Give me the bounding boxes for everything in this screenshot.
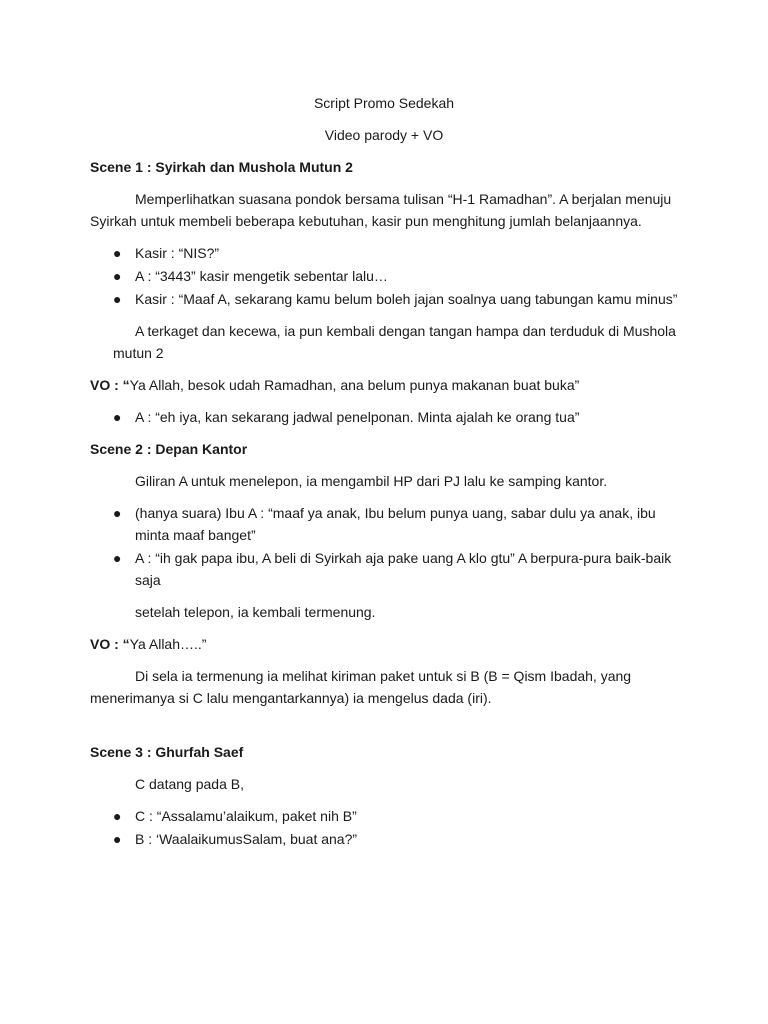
list-item bbox=[113, 502, 678, 546]
list-item-text: Kasir : “Maaf A, sekarang kamu belum boleh jajan soalnya uang tabungan kamu minus” bbox=[135, 291, 678, 307]
bullet-icon: ● bbox=[113, 409, 122, 425]
bullet-icon: ● bbox=[113, 505, 122, 521]
scene2-heading: Scene 2 : Depan Kantor bbox=[90, 441, 248, 457]
document-page bbox=[90, 92, 678, 860]
scene3-dialogue-list bbox=[90, 805, 678, 850]
list-item bbox=[113, 265, 678, 287]
scene1-heading: Scene 1 : Syirkah dan Mushola Mutun 2 bbox=[90, 159, 353, 175]
list-item-text: (hanya suara) Ibu A : “maaf ya anak, Ibu belum punya uang, sabar dulu ya anak, ibu minta maaf banget” bbox=[135, 505, 656, 543]
scene1-dialogue-list-2 bbox=[90, 406, 678, 428]
list-item bbox=[113, 288, 678, 310]
list-item-text: C : “Assalamu’alaikum, paket nih B” bbox=[135, 808, 357, 824]
vo-label: VO : “ bbox=[90, 636, 130, 652]
list-item bbox=[113, 406, 678, 428]
scene2-intro: Giliran A untuk menelepon, ia mengambil HP dari PJ lalu ke samping kantor. bbox=[135, 473, 608, 489]
scene1-intro: Memperlihatkan suasana pondok bersama tulisan “H-1 Ramadhan”. A berjalan menuju Syirkah untuk membeli beberapa kebutuhan, kasir pun menghitung jumlah belanjaannya. bbox=[90, 191, 672, 229]
list-item bbox=[113, 805, 678, 827]
bullet-icon: ● bbox=[113, 808, 122, 824]
scene1-after: A terkaget dan kecewa, ia pun kembali dengan tangan hampa dan terduduk di Mushola mutun 2 bbox=[113, 323, 676, 361]
vo-text: Ya Allah, besok udah Ramadhan, ana belum punya makanan buat buka” bbox=[129, 377, 580, 393]
list-item-text: A : “ih gak papa ibu, A beli di Syirkah aja pake uang A klo gtu” A berpura-pura baik-baik saja bbox=[135, 550, 672, 588]
list-item bbox=[113, 828, 678, 850]
scene1-vo bbox=[90, 374, 678, 396]
scene3-heading: Scene 3 : Ghurfah Saef bbox=[90, 744, 244, 760]
list-item-text: A : “eh iya, kan sekarang jadwal penelponan. Minta ajalah ke orang tua” bbox=[135, 409, 580, 425]
document-title: Script Promo Sedekah bbox=[313, 95, 455, 111]
list-item bbox=[113, 547, 678, 591]
bullet-icon: ● bbox=[113, 245, 122, 261]
scene3-intro: C datang pada B, bbox=[135, 776, 244, 792]
bullet-icon: ● bbox=[113, 268, 122, 284]
scene2-after: setelah telepon, ia kembali termenung. bbox=[135, 604, 376, 620]
vo-text: Ya Allah…..” bbox=[129, 636, 207, 652]
bullet-icon: ● bbox=[113, 291, 122, 307]
bullet-icon: ● bbox=[113, 831, 122, 847]
scene2-dialogue-list bbox=[90, 502, 678, 591]
list-item bbox=[113, 242, 678, 264]
scene2-closing: Di sela ia termenung ia melihat kiriman paket untuk si B (B = Qism Ibadah, yang menerimanya si C lalu mengantarkannya) ia mengelus dada (iri). bbox=[90, 668, 632, 706]
list-item-text: Kasir : “NIS?” bbox=[135, 245, 220, 261]
list-item-text: B : ‘WaalaikumusSalam, buat ana?” bbox=[135, 831, 358, 847]
document-subtitle: Video parody + VO bbox=[324, 127, 444, 143]
scene2-vo bbox=[90, 633, 678, 655]
bullet-icon: ● bbox=[113, 550, 122, 566]
scene1-dialogue-list bbox=[90, 242, 678, 310]
list-item-text: A : “3443” kasir mengetik sebentar lalu… bbox=[135, 268, 388, 284]
vo-label: VO : “ bbox=[90, 377, 130, 393]
blank-line bbox=[90, 719, 678, 741]
